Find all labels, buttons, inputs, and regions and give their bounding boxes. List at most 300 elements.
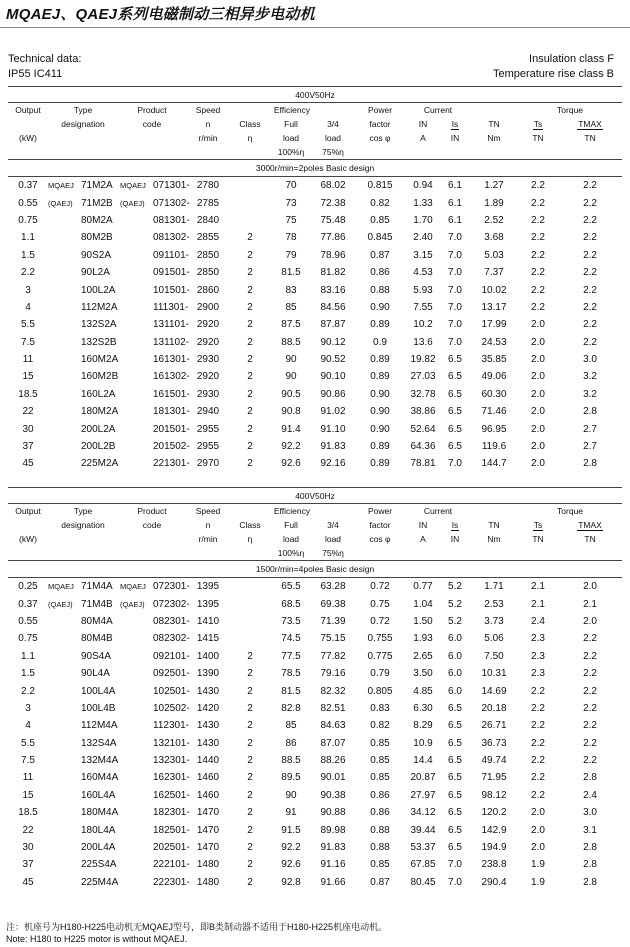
power-factor-value: 0.89 (370, 458, 390, 470)
tmax-ratio-value: 2.2 (583, 755, 597, 767)
speed-value: 1470 (196, 842, 220, 854)
class-value: 2 (247, 354, 253, 366)
full-load-value: 85 (285, 301, 297, 313)
ts-ratio-value: 2.0 (531, 458, 545, 470)
tmax-ratio-value: 2.2 (583, 232, 597, 244)
output-value: 0.25 (18, 581, 38, 593)
three-quarter-value: 90.01 (320, 772, 346, 784)
torque-tn-value: 10.31 (481, 668, 507, 680)
tmax-ratio-value: 2.2 (583, 702, 597, 714)
class-value: 2 (247, 441, 253, 453)
full-load-value: 89.5 (281, 772, 301, 784)
header-load-2: load (324, 534, 342, 544)
torque-tn-value: 98.12 (481, 789, 507, 801)
type-name: 112M4A (81, 720, 118, 732)
temperature-label: Temperature rise class B (492, 68, 614, 80)
speed-value: 1415 (196, 633, 220, 645)
ts-ratio-value: 2.0 (531, 336, 545, 348)
speed-value: 2780 (196, 180, 220, 192)
three-quarter-value: 82.32 (320, 685, 346, 697)
type-name: 112M2A (81, 301, 118, 313)
type-value (48, 735, 118, 752)
header-current: Current (423, 105, 453, 115)
power-factor-value: 0.75 (370, 598, 390, 610)
code-value (118, 613, 190, 630)
type-value (48, 874, 118, 891)
three-quarter-value: 63.28 (320, 581, 346, 593)
torque-tn-value: 2.53 (484, 598, 504, 610)
output-value: 7.5 (21, 755, 35, 767)
type-value (48, 316, 118, 333)
class-value: 2 (247, 301, 253, 313)
type-value (48, 665, 118, 682)
type-name: 132M4A (81, 755, 119, 767)
table-row (8, 386, 622, 403)
note-chinese: 注：机座号为H180-H225电动机无MQAEJ型号，即B类制动器不适用于H180-H225机座电动机。 (6, 922, 388, 932)
ts-ratio-value: 1.9 (531, 876, 545, 888)
current-in-value: 80.45 (410, 876, 436, 888)
is-ratio-value: 6.5 (448, 807, 462, 819)
ts-ratio-value: 2.0 (531, 842, 545, 854)
code-value (118, 752, 190, 769)
type-value (48, 682, 118, 699)
code-name: 091101- (153, 249, 189, 261)
tmax-ratio-value: 3.2 (583, 371, 597, 383)
type-name: 160M2A (81, 354, 119, 366)
full-load-value: 92.8 (281, 876, 301, 888)
torque-tn-value: 49.06 (481, 371, 507, 383)
ts-ratio-value: 2.2 (531, 284, 545, 296)
type-name: 80M2B (81, 232, 113, 244)
torque-tn-value: 96.95 (481, 423, 507, 435)
power-factor-value: 0.82 (370, 197, 390, 209)
type-value (48, 578, 118, 596)
current-in-value: 10.2 (413, 319, 433, 331)
tmax-ratio-value: 2.7 (583, 423, 597, 435)
header-three-quarter-pct: 75%η (322, 147, 344, 157)
three-quarter-value: 69.38 (320, 598, 346, 610)
ts-ratio-value: 2.2 (531, 214, 545, 226)
table-row (8, 665, 622, 682)
header-is: Is (451, 119, 459, 129)
table-row (8, 578, 622, 596)
tmax-ratio-value: 2.2 (583, 720, 597, 732)
full-load-value: 92.6 (281, 859, 301, 871)
code-name: 181301- (153, 406, 190, 418)
code-value (118, 839, 190, 856)
header-output-unit: (kW) (19, 534, 37, 544)
is-ratio-value: 6.5 (448, 354, 462, 366)
is-ratio-value: 6.1 (448, 214, 462, 226)
class-value: 2 (247, 789, 253, 801)
type-value (48, 769, 118, 786)
torque-tn-value: 120.2 (481, 807, 507, 819)
code-name: 131101- (153, 319, 189, 331)
output-value: 5.5 (21, 737, 35, 749)
header-product-2: code (142, 520, 162, 530)
tmax-ratio-value: 2.2 (583, 336, 597, 348)
power-factor-value: 0.90 (370, 301, 390, 313)
code-value (118, 194, 190, 211)
speed-value: 1395 (196, 581, 220, 593)
speed-value: 1470 (196, 807, 220, 819)
power-factor-value: 0.845 (367, 232, 393, 244)
three-quarter-value: 79.16 (320, 668, 346, 680)
output-value: 11 (22, 772, 34, 784)
three-quarter-value: 84.56 (320, 301, 346, 313)
table-row (8, 351, 622, 368)
is-ratio-value: 6.1 (448, 180, 462, 192)
output-value: 2.2 (21, 685, 35, 697)
type-name: 71M4A (81, 581, 113, 593)
table-row (8, 839, 622, 856)
header-speed-n: n (205, 119, 211, 129)
full-load-value: 78.5 (281, 668, 301, 680)
type-name: 90S4A (81, 650, 112, 662)
full-load-value: 90.8 (281, 406, 301, 418)
ts-ratio-value: 2.0 (531, 441, 545, 453)
header-factor: factor (369, 520, 391, 530)
current-in-value: 38.86 (410, 406, 436, 418)
note-english: Note: H180 to H225 motor is without MQAEJ. (6, 934, 188, 944)
power-factor-value: 0.89 (370, 371, 390, 383)
header-tn: TN (488, 119, 500, 129)
code-value (118, 455, 190, 472)
type-value (48, 613, 118, 630)
torque-tn-value: 1.89 (484, 197, 504, 209)
ts-ratio-value: 2.0 (531, 807, 545, 819)
header-tmax: TMAX (578, 520, 602, 530)
type-prefix: (QAEJ) (48, 599, 73, 609)
header-full-pct: 100%η (277, 548, 305, 558)
code-value (118, 229, 190, 246)
type-name: 200L2A (81, 423, 116, 435)
is-ratio-value: 7.0 (448, 232, 462, 244)
tmax-ratio-value: 2.8 (583, 859, 597, 871)
code-value (118, 821, 190, 838)
tmax-ratio-value: 2.0 (583, 615, 597, 627)
speed-value: 2940 (196, 406, 220, 418)
speed-value: 1440 (196, 755, 220, 767)
class-value: 2 (247, 319, 253, 331)
three-quarter-value: 78.96 (320, 249, 346, 261)
code-name: 201502- (153, 441, 190, 453)
header-output: Output (15, 105, 41, 115)
current-in-value: 0.94 (413, 180, 433, 192)
frequency-header: 400V50Hz (8, 87, 622, 103)
speed-value: 1430 (196, 720, 220, 732)
header-nm: Nm (487, 133, 501, 143)
power-factor-value: 0.85 (370, 737, 390, 749)
tmax-ratio-value: 2.2 (583, 685, 597, 697)
current-in-value: 20.87 (410, 772, 436, 784)
table-row (8, 595, 622, 612)
code-value (118, 682, 190, 699)
output-value: 3 (25, 702, 31, 714)
ts-ratio-value: 2.2 (531, 232, 545, 244)
code-value (118, 351, 190, 368)
tmax-ratio-value: 2.8 (583, 772, 597, 784)
speed-value: 1480 (196, 859, 220, 871)
current-in-value: 4.53 (413, 267, 433, 279)
ts-ratio-value: 2.2 (531, 197, 545, 209)
power-factor-value: 0.82 (370, 720, 390, 732)
speed-value: 2900 (196, 301, 220, 313)
type-value (48, 229, 118, 246)
output-value: 1.5 (21, 668, 35, 680)
ts-ratio-value: 2.0 (531, 423, 545, 435)
current-in-value: 2.65 (413, 650, 433, 662)
code-value (118, 420, 190, 437)
power-factor-value: 0.755 (367, 633, 393, 645)
speed-value: 2920 (196, 336, 220, 348)
class-value: 2 (247, 876, 253, 888)
table-row (8, 212, 622, 229)
code-name: 201501- (153, 423, 190, 435)
code-name: 221301- (153, 458, 190, 470)
full-load-value: 74.5 (281, 633, 301, 645)
table-row (8, 403, 622, 420)
full-load-value: 83 (285, 284, 297, 296)
three-quarter-value: 87.87 (320, 319, 346, 331)
torque-tn-value: 1.71 (484, 581, 504, 593)
tmax-ratio-value: 2.0 (583, 581, 597, 593)
ts-ratio-value: 2.2 (531, 755, 545, 767)
header-speed: Speed (195, 506, 221, 516)
tmax-ratio-value: 2.2 (583, 650, 597, 662)
type-name: 90L4A (81, 668, 110, 680)
header-ts: Ts (533, 119, 543, 129)
type-value (48, 299, 118, 316)
ts-ratio-value: 2.0 (531, 371, 545, 383)
tmax-ratio-value: 2.2 (583, 668, 597, 680)
table-row (8, 229, 622, 246)
three-quarter-value: 68.02 (320, 180, 346, 192)
table-row (8, 194, 622, 211)
torque-tn-value: 49.74 (481, 755, 507, 767)
class-value: 2 (247, 755, 253, 767)
speed-value: 2970 (196, 458, 220, 470)
code-name: 071301- (153, 180, 190, 192)
type-name: 71M4B (81, 598, 113, 610)
code-name: 081302- (153, 232, 190, 244)
current-in-value: 3.50 (413, 668, 433, 680)
current-in-value: 52.64 (410, 423, 436, 435)
speed-value: 1480 (196, 876, 220, 888)
type-value (48, 821, 118, 838)
code-value (118, 769, 190, 786)
code-value (118, 177, 190, 195)
speed-value: 1410 (196, 615, 220, 627)
header-in: IN (418, 119, 428, 129)
type-value (48, 264, 118, 281)
speed-value: 2930 (196, 388, 220, 400)
output-value: 37 (22, 859, 34, 871)
output-value: 0.75 (18, 214, 38, 226)
current-in-value: 32.78 (410, 388, 436, 400)
power-factor-value: 0.90 (370, 406, 390, 418)
class-value: 2 (247, 284, 253, 296)
full-load-value: 78 (285, 232, 297, 244)
is-ratio-value: 7.0 (448, 301, 462, 313)
power-factor-value: 0.87 (370, 876, 390, 888)
power-factor-value: 0.88 (370, 284, 390, 296)
torque-tn-value: 5.03 (484, 249, 504, 261)
title-divider (0, 27, 630, 28)
power-factor-value: 0.815 (367, 180, 393, 192)
table-row (8, 856, 622, 873)
three-quarter-value: 89.98 (320, 824, 346, 836)
ts-ratio-value: 2.2 (531, 789, 545, 801)
code-value (118, 334, 189, 351)
is-ratio-value: 6.5 (448, 406, 462, 418)
class-value: 2 (247, 336, 253, 348)
header-output-unit: (kW) (19, 133, 37, 143)
is-ratio-value: 6.0 (448, 633, 462, 645)
full-load-value: 75 (285, 214, 297, 226)
torque-tn-value: 26.71 (481, 720, 507, 732)
speed-value: 2850 (196, 267, 220, 279)
three-quarter-value: 81.82 (320, 267, 346, 279)
speed-value: 1460 (196, 789, 220, 801)
code-name: 082302- (153, 633, 190, 645)
three-quarter-value: 75.15 (320, 633, 346, 645)
tmax-ratio-value: 2.8 (583, 406, 597, 418)
class-value (230, 630, 270, 647)
tmax-ratio-value: 2.2 (583, 301, 597, 313)
header-product: Product (137, 105, 167, 115)
torque-tn-value: 144.7 (481, 458, 507, 470)
power-factor-value: 0.89 (370, 319, 390, 331)
header-tmax: TMAX (578, 119, 602, 129)
header-in: IN (418, 520, 428, 530)
type-name: 100L2A (81, 284, 116, 296)
header-product-2: code (142, 119, 162, 129)
class-value: 2 (247, 720, 253, 732)
type-name: 225M2A (81, 458, 119, 470)
three-quarter-value: 77.86 (320, 232, 346, 244)
header-tn-3: TN (584, 133, 596, 143)
header-full-pct: 100%η (277, 147, 305, 157)
code-value (118, 874, 190, 891)
code-name: 182501- (153, 824, 190, 836)
header-full: Full (284, 119, 298, 129)
code-name: 092101- (153, 650, 190, 662)
output-value: 3 (25, 284, 31, 296)
header-speed-n: n (205, 520, 211, 530)
tmax-ratio-value: 2.2 (583, 633, 597, 645)
ts-ratio-value: 2.0 (531, 319, 545, 331)
torque-tn-value: 194.9 (481, 842, 507, 854)
output-value: 15 (22, 371, 34, 383)
speed-value: 2920 (196, 319, 220, 331)
current-in-value: 1.93 (413, 633, 433, 645)
torque-tn-value: 3.73 (484, 615, 504, 627)
type-name: 80M2A (81, 214, 113, 226)
is-ratio-value: 6.0 (448, 650, 462, 662)
spec-right (493, 52, 614, 82)
header-tn-2: TN (532, 133, 544, 143)
header-tn: TN (488, 520, 500, 530)
current-in-value: 34.12 (410, 807, 436, 819)
current-in-value: 1.50 (413, 615, 433, 627)
header-product: Product (137, 506, 167, 516)
is-ratio-value: 7.0 (448, 284, 462, 296)
header-efficiency: Efficiency (273, 105, 311, 115)
table-row (8, 648, 622, 665)
table-row (8, 630, 622, 647)
header-three-quarter: 3/4 (327, 520, 339, 530)
class-value: 2 (247, 859, 253, 871)
header-cos: cos φ (369, 133, 391, 143)
torque-tn-value: 36.73 (481, 737, 507, 749)
output-value: 45 (22, 458, 34, 470)
torque-tn-value: 5.06 (484, 633, 504, 645)
type-name: 100L4A (81, 685, 116, 697)
code-value (118, 700, 190, 717)
full-load-value: 91.5 (281, 824, 301, 836)
is-ratio-value: 7.0 (448, 876, 462, 888)
speed-value: 2955 (196, 423, 220, 435)
tmax-ratio-value: 2.7 (583, 441, 597, 453)
header-is: Is (451, 520, 459, 530)
code-value (118, 247, 189, 264)
torque-tn-value: 71.46 (481, 406, 507, 418)
full-load-value: 90 (285, 789, 297, 801)
code-value (118, 787, 190, 804)
type-value (48, 752, 118, 769)
is-ratio-value: 6.5 (448, 789, 462, 801)
header-torque: Torque (557, 105, 584, 115)
tmax-ratio-value: 2.8 (583, 876, 597, 888)
type-value (48, 194, 118, 211)
type-name: 71M2B (81, 197, 113, 209)
is-ratio-value: 6.5 (448, 702, 462, 714)
power-factor-value: 0.805 (367, 685, 393, 697)
header-efficiency: Efficiency (273, 506, 311, 516)
speed-value: 2850 (196, 249, 220, 261)
current-in-value: 1.70 (413, 214, 433, 226)
code-name: 072301- (153, 581, 190, 593)
ts-ratio-value: 2.2 (531, 249, 545, 261)
power-factor-value: 0.89 (370, 354, 390, 366)
table-row (8, 316, 622, 333)
class-value (230, 595, 270, 612)
type-name: 100L4B (81, 702, 116, 714)
header-power: Power (367, 105, 393, 115)
output-value: 30 (22, 423, 34, 435)
class-value: 2 (247, 685, 253, 697)
three-quarter-value: 91.83 (320, 441, 346, 453)
code-name: 102501- (153, 685, 190, 697)
full-load-value: 88.5 (281, 755, 301, 767)
type-name: 225M4A (81, 876, 119, 888)
ts-ratio-value: 2.1 (531, 581, 545, 593)
ts-ratio-value: 2.0 (531, 824, 545, 836)
output-value: 45 (22, 876, 34, 888)
type-name: 132S4A (81, 737, 117, 749)
current-in-value: 78.81 (410, 458, 436, 470)
output-value: 30 (22, 842, 34, 854)
code-name: 091501- (153, 267, 190, 279)
torque-tn-value: 2.52 (484, 214, 504, 226)
class-value: 2 (247, 842, 253, 854)
current-in-value: 5.93 (413, 284, 433, 296)
code-value (118, 595, 190, 612)
output-value: 5.5 (21, 319, 35, 331)
code-value (118, 281, 190, 298)
is-ratio-value: 7.0 (448, 336, 462, 348)
